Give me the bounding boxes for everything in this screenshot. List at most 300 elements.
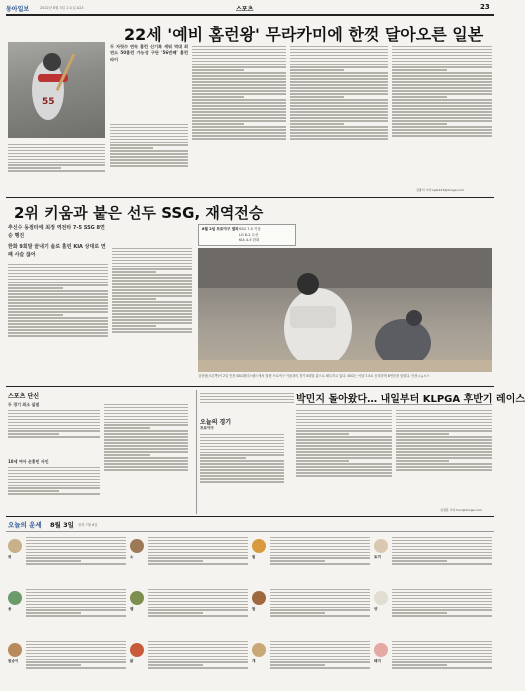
text-line xyxy=(396,454,492,455)
text-line xyxy=(192,126,286,127)
text-line xyxy=(392,105,492,106)
fortune-cell-4 xyxy=(6,585,128,637)
text-line xyxy=(200,457,246,458)
text-line xyxy=(296,425,392,426)
brief-col2-body xyxy=(104,402,188,512)
text-line xyxy=(104,439,188,440)
text-line xyxy=(200,478,284,479)
fortune-sign: 양 xyxy=(374,607,378,611)
text-line xyxy=(112,325,156,326)
fortune-text xyxy=(26,535,126,583)
text-line xyxy=(112,283,192,284)
text-line xyxy=(192,58,286,59)
text-line xyxy=(8,317,108,318)
text-line xyxy=(396,460,449,461)
fortune-cell-10 xyxy=(250,637,372,689)
text-line xyxy=(148,555,248,556)
text-line xyxy=(112,286,192,287)
text-line xyxy=(192,102,286,103)
text-line xyxy=(26,656,126,657)
text-line xyxy=(112,260,192,261)
text-line xyxy=(290,55,388,56)
text-line xyxy=(392,114,492,115)
text-line xyxy=(26,595,126,596)
fortune-sign: 토끼 xyxy=(374,555,381,559)
text-line xyxy=(148,612,203,613)
text-line xyxy=(392,563,492,564)
text-line xyxy=(270,607,370,608)
text-line xyxy=(148,604,248,605)
text-line xyxy=(8,284,108,285)
text-line xyxy=(392,537,492,538)
score-2: LG 6-2 두산 xyxy=(239,232,259,237)
text-line xyxy=(396,469,492,470)
text-line xyxy=(392,615,492,616)
text-line xyxy=(148,540,248,541)
text-line xyxy=(270,609,370,610)
fortune-text xyxy=(26,639,126,687)
text-line xyxy=(192,108,286,109)
text-line xyxy=(192,75,286,76)
text-line xyxy=(290,102,388,103)
text-line xyxy=(112,263,192,264)
text-line xyxy=(392,543,492,544)
text-line xyxy=(192,46,286,47)
text-line xyxy=(8,282,108,283)
text-line xyxy=(396,451,492,452)
text-line xyxy=(110,130,188,131)
text-line xyxy=(270,612,325,613)
text-line xyxy=(270,650,370,651)
text-line xyxy=(110,147,153,148)
text-line xyxy=(104,419,188,420)
text-line xyxy=(392,656,492,657)
text-line xyxy=(392,607,492,608)
text-line xyxy=(8,314,63,315)
text-line xyxy=(200,463,284,464)
text-line xyxy=(392,132,492,133)
text-line xyxy=(8,482,100,483)
text-line xyxy=(392,609,492,610)
article2-lead2-text: 한화 9회말 끝내기 솔로 홈런 KIA 상대로 연패 사슬 끊어 xyxy=(8,244,106,258)
text-line xyxy=(8,487,100,488)
rabbit-icon xyxy=(374,539,388,553)
text-line xyxy=(392,546,492,547)
text-line xyxy=(270,595,370,596)
text-line xyxy=(200,452,284,453)
text-line xyxy=(192,96,244,97)
text-line xyxy=(26,592,126,593)
text-line xyxy=(392,55,492,56)
fortune-date: 8월 3일 xyxy=(50,521,74,529)
text-line xyxy=(26,664,81,665)
text-line xyxy=(396,457,492,458)
brief-2-body xyxy=(8,465,100,513)
text-line xyxy=(396,448,492,449)
text-line xyxy=(8,329,108,330)
fortune-lunar: 음력 7월 6일 xyxy=(78,523,98,527)
text-line xyxy=(392,99,492,100)
text-line xyxy=(8,150,105,151)
text-line xyxy=(112,313,192,314)
text-line xyxy=(110,139,188,140)
text-line xyxy=(290,126,388,127)
text-line xyxy=(110,156,188,157)
article1-body-col4 xyxy=(290,44,388,194)
text-line xyxy=(192,138,286,139)
text-line xyxy=(148,549,248,550)
text-line xyxy=(192,123,244,124)
article3-byline: 김정훈 기자 hun@donga.com xyxy=(440,508,482,512)
text-line xyxy=(392,123,447,124)
text-line xyxy=(8,467,100,468)
text-line xyxy=(8,320,108,321)
dragon-icon xyxy=(8,591,22,605)
text-line xyxy=(392,653,492,654)
text-line xyxy=(26,661,126,662)
text-line xyxy=(392,589,492,590)
text-line xyxy=(392,661,492,662)
text-line xyxy=(392,87,492,88)
text-line xyxy=(396,416,492,417)
text-line xyxy=(8,287,63,288)
text-line xyxy=(392,61,492,62)
text-line xyxy=(110,144,188,145)
text-line xyxy=(296,451,392,452)
text-line xyxy=(148,667,248,668)
text-line xyxy=(392,659,492,660)
fortune-text xyxy=(270,639,370,687)
text-line xyxy=(290,117,388,118)
text-line xyxy=(112,322,192,323)
text-line xyxy=(104,433,188,434)
text-line xyxy=(290,123,344,124)
text-line xyxy=(112,310,192,311)
text-line xyxy=(192,55,286,56)
text-line xyxy=(148,661,248,662)
text-line xyxy=(396,436,492,437)
text-line xyxy=(200,396,294,397)
text-line xyxy=(392,90,492,91)
text-line xyxy=(26,601,126,602)
text-line xyxy=(8,276,108,277)
article3-headline: 박민지 돌아왔다… 내일부터 KLPGA 후반기 레이스 xyxy=(296,394,525,405)
text-line xyxy=(290,108,388,109)
text-line xyxy=(270,647,370,648)
fortune-cell-3 xyxy=(372,533,494,585)
text-line xyxy=(8,326,108,327)
text-line xyxy=(192,84,286,85)
text-line xyxy=(148,552,248,553)
text-line xyxy=(396,463,492,464)
text-line xyxy=(392,641,492,642)
text-line xyxy=(8,428,100,429)
today-schedule xyxy=(200,432,284,514)
rule-a3 xyxy=(6,516,494,517)
text-line xyxy=(148,664,203,665)
text-line xyxy=(392,78,492,79)
text-line xyxy=(392,604,492,605)
text-line xyxy=(8,302,108,303)
text-line xyxy=(296,472,392,473)
fortune-text xyxy=(148,639,248,687)
fortune-grid xyxy=(6,533,494,689)
rooster-icon xyxy=(130,643,144,657)
text-line xyxy=(270,604,370,605)
text-line xyxy=(148,659,248,660)
text-line xyxy=(270,563,370,564)
text-line xyxy=(104,454,150,455)
text-line xyxy=(8,476,100,477)
svg-text:55: 55 xyxy=(42,97,55,107)
article1-headline: 22세 '예비 홈런왕' 무라카미에 한껏 달아오른 일본 xyxy=(124,25,484,44)
text-line xyxy=(290,69,344,70)
score-1: SSG 7-5 키움 xyxy=(239,227,261,231)
text-line xyxy=(112,328,192,329)
text-line xyxy=(392,72,492,73)
text-line xyxy=(296,448,392,449)
text-line xyxy=(104,445,188,446)
text-line xyxy=(296,416,392,417)
text-line xyxy=(296,433,349,434)
text-line xyxy=(112,307,192,308)
article1-body-col3 xyxy=(192,44,286,194)
text-line xyxy=(296,454,392,455)
text-line xyxy=(104,424,188,425)
text-line xyxy=(200,454,284,455)
text-line xyxy=(290,84,388,85)
text-line xyxy=(112,331,192,332)
text-line xyxy=(290,120,388,121)
text-line xyxy=(192,87,286,88)
text-line xyxy=(110,159,188,160)
fortune-cell-8 xyxy=(6,637,128,689)
text-line xyxy=(148,644,248,645)
text-line xyxy=(148,650,248,651)
text-line xyxy=(200,466,284,467)
fortune-cell-11 xyxy=(372,637,494,689)
today-label: 프로야구 xyxy=(200,426,214,430)
text-line xyxy=(392,108,492,109)
text-line xyxy=(296,442,392,443)
text-line xyxy=(192,66,286,67)
text-line xyxy=(192,49,286,50)
fortune-text xyxy=(26,587,126,635)
text-line xyxy=(192,117,286,118)
text-line xyxy=(290,81,388,82)
text-line xyxy=(270,557,370,558)
text-line xyxy=(192,129,286,130)
text-line xyxy=(8,273,108,274)
monkey-icon xyxy=(8,643,22,657)
text-line xyxy=(290,66,388,67)
text-line xyxy=(26,644,126,645)
fortune-rule xyxy=(6,531,494,532)
text-line xyxy=(290,58,388,59)
text-line xyxy=(396,410,492,411)
text-line xyxy=(392,126,492,127)
article2-body-col1 xyxy=(8,262,108,380)
text-line xyxy=(192,93,286,94)
text-line xyxy=(8,470,100,471)
text-line xyxy=(26,647,126,648)
text-line xyxy=(192,61,286,62)
text-line xyxy=(296,457,392,458)
text-line xyxy=(270,560,325,561)
text-line xyxy=(270,644,370,645)
snake-icon xyxy=(130,591,144,605)
text-line xyxy=(270,549,370,550)
brief-1-title: 두 경기 최소 실점 xyxy=(8,402,40,407)
rule-a1 xyxy=(6,197,494,198)
text-line xyxy=(112,254,192,255)
text-line xyxy=(104,457,188,458)
text-line xyxy=(8,144,105,145)
text-line xyxy=(296,430,392,431)
text-line xyxy=(8,153,105,154)
text-line xyxy=(104,442,188,443)
text-line xyxy=(148,607,248,608)
text-line xyxy=(112,304,192,305)
text-line xyxy=(26,667,126,668)
text-line xyxy=(392,102,492,103)
article1-body-col2 xyxy=(8,142,105,192)
page-number: 23 xyxy=(480,3,490,11)
text-line xyxy=(104,463,188,464)
text-line xyxy=(104,404,188,405)
text-line xyxy=(392,81,492,82)
text-line xyxy=(110,124,188,125)
text-line xyxy=(192,69,244,70)
today-title: 오늘의 경기 xyxy=(200,419,232,426)
text-line xyxy=(290,52,388,53)
text-line xyxy=(112,292,192,293)
fortune-text xyxy=(392,587,492,635)
text-line xyxy=(8,436,100,437)
text-line xyxy=(8,493,100,494)
text-line xyxy=(392,592,492,593)
fortune-cell-7 xyxy=(372,585,494,637)
text-line xyxy=(8,162,105,163)
text-line xyxy=(104,410,188,411)
text-line xyxy=(290,138,388,139)
article3-body-col2 xyxy=(396,408,492,508)
text-line xyxy=(296,422,392,423)
text-line xyxy=(392,667,492,668)
text-line xyxy=(392,540,492,541)
text-line xyxy=(26,653,126,654)
text-line xyxy=(392,66,492,67)
text-line xyxy=(104,407,188,408)
text-line xyxy=(8,264,108,265)
text-line xyxy=(396,430,492,431)
text-line xyxy=(148,653,248,654)
text-line xyxy=(8,293,108,294)
text-line xyxy=(192,135,286,136)
sheep-icon xyxy=(374,591,388,605)
text-line xyxy=(290,72,388,73)
text-line xyxy=(396,442,492,443)
text-line xyxy=(290,46,388,47)
text-line xyxy=(200,399,294,400)
text-line xyxy=(26,589,126,590)
text-line xyxy=(290,129,388,130)
text-line xyxy=(392,64,492,65)
text-line xyxy=(396,428,492,429)
text-line xyxy=(8,308,108,309)
text-line xyxy=(26,563,126,564)
text-line xyxy=(148,560,203,561)
text-line xyxy=(148,595,248,596)
text-line xyxy=(26,552,126,553)
text-line xyxy=(392,644,492,645)
text-line xyxy=(392,549,492,550)
text-line xyxy=(104,422,188,423)
text-line xyxy=(270,601,370,602)
text-line xyxy=(396,425,492,426)
text-line xyxy=(148,589,248,590)
text-line xyxy=(8,413,100,414)
text-line xyxy=(192,114,286,115)
text-line xyxy=(192,64,286,65)
text-line xyxy=(396,419,492,420)
rule-a2 xyxy=(6,386,494,387)
text-line xyxy=(148,647,248,648)
text-line xyxy=(26,546,126,547)
text-line xyxy=(392,84,492,85)
text-line xyxy=(112,316,192,317)
text-line xyxy=(110,150,188,151)
text-line xyxy=(270,555,370,556)
text-line xyxy=(26,555,126,556)
text-line xyxy=(290,93,388,94)
text-line xyxy=(392,46,492,47)
text-line xyxy=(296,460,349,461)
text-line xyxy=(200,440,284,441)
text-line xyxy=(8,159,105,160)
fortune-sign: 개 xyxy=(252,659,256,663)
text-line xyxy=(392,129,492,130)
text-line xyxy=(192,132,286,133)
article2-body-col2 xyxy=(112,246,192,380)
text-line xyxy=(148,592,248,593)
pig-icon xyxy=(374,643,388,657)
text-line xyxy=(290,99,388,100)
article3-body-col1 xyxy=(296,408,392,514)
text-line xyxy=(200,393,294,394)
text-line xyxy=(8,167,61,168)
text-line xyxy=(110,133,188,134)
text-line xyxy=(8,305,108,306)
text-line xyxy=(104,413,188,414)
text-line xyxy=(296,463,392,464)
fortune-text xyxy=(270,535,370,583)
fortune-cell-2 xyxy=(250,533,372,585)
text-line xyxy=(270,540,370,541)
text-line xyxy=(8,473,100,474)
text-line xyxy=(112,277,192,278)
text-line xyxy=(392,96,447,97)
text-line xyxy=(270,592,370,593)
fortune-sign: 범 xyxy=(252,555,256,559)
text-line xyxy=(290,61,388,62)
text-line xyxy=(270,656,370,657)
text-line xyxy=(112,266,192,267)
fortune-cell-1 xyxy=(128,533,250,585)
text-line xyxy=(8,490,59,491)
text-line xyxy=(8,430,100,431)
text-line xyxy=(104,451,188,452)
